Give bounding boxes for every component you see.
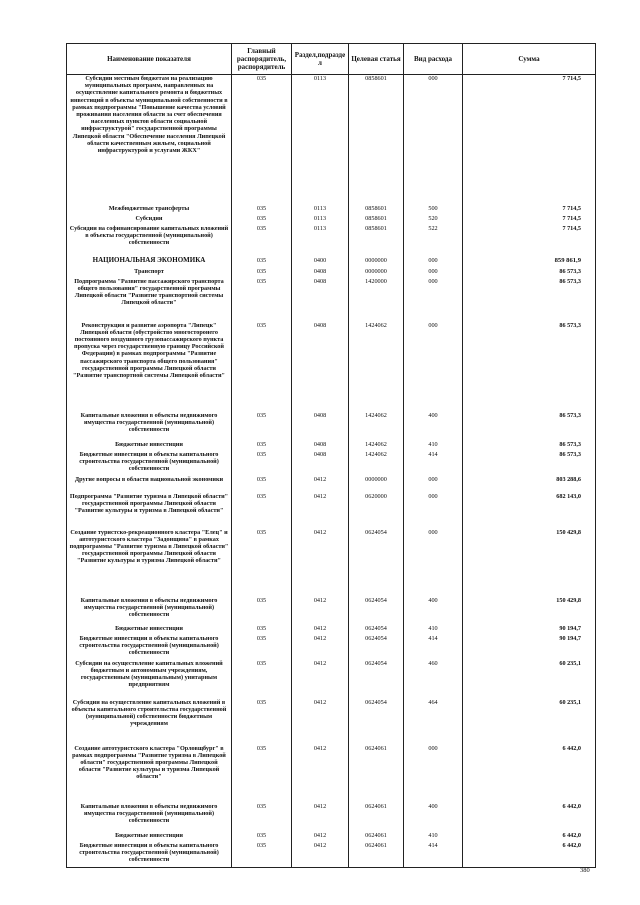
cell-expense: 520	[404, 215, 463, 225]
cell-section: 0412	[292, 529, 349, 597]
cell-section: 0412	[292, 476, 349, 493]
cell-target: 0624054	[349, 699, 404, 745]
cell-section: 0400	[292, 257, 349, 268]
cell-section: 0408	[292, 278, 349, 322]
cell-name: Бюджетные инвестиции	[67, 832, 232, 842]
table-row	[67, 660, 596, 699]
cell-sum: 7 714,5	[463, 75, 596, 205]
table-header-row	[67, 44, 596, 75]
cell-sum: 6 442,0	[463, 832, 596, 842]
cell-expense: 000	[404, 745, 463, 803]
cell-manager: 035	[232, 225, 292, 257]
cell-sum: 859 861,9	[463, 257, 596, 268]
header-sum: Сумма	[463, 44, 596, 75]
cell-section: 0408	[292, 268, 349, 278]
cell-section: 0412	[292, 635, 349, 660]
cell-sum: 7 714,5	[463, 215, 596, 225]
cell-section: 0412	[292, 699, 349, 745]
cell-sum: 803 288,6	[463, 476, 596, 493]
cell-name: Бюджетные инвестиции в объекты капитального строительства государственной (муниципальной) собственности	[67, 451, 232, 476]
cell-sum: 60 235,1	[463, 699, 596, 745]
cell-section: 0113	[292, 225, 349, 257]
cell-manager: 035	[232, 493, 292, 529]
cell-name: Субсидии на осуществление капитальных вложений в объекты капитального строительства государственной (муниципальной) собственности бюджетным учреждениям	[67, 699, 232, 745]
table-row	[67, 268, 596, 278]
cell-section: 0408	[292, 451, 349, 476]
table-row	[67, 529, 596, 597]
cell-manager: 035	[232, 451, 292, 476]
table-body	[67, 75, 596, 868]
cell-manager: 035	[232, 75, 292, 205]
cell-target: 0858601	[349, 75, 404, 205]
cell-name: Транспорт	[67, 268, 232, 278]
cell-manager: 035	[232, 529, 292, 597]
cell-sum: 150 429,8	[463, 529, 596, 597]
cell-name: Субсидии	[67, 215, 232, 225]
table-row	[67, 803, 596, 832]
page-number: 380	[580, 867, 590, 874]
table-row	[67, 75, 596, 205]
cell-sum: 86 573,3	[463, 268, 596, 278]
header-expense: Вид расхода	[404, 44, 463, 75]
cell-name: НАЦИОНАЛЬНАЯ ЭКОНОМИКА	[67, 257, 232, 268]
cell-expense: 400	[404, 412, 463, 441]
cell-expense: 410	[404, 625, 463, 635]
cell-target: 0858601	[349, 205, 404, 215]
cell-target: 0000000	[349, 476, 404, 493]
cell-section: 0412	[292, 493, 349, 529]
cell-target: 0624054	[349, 597, 404, 625]
cell-sum: 90 194,7	[463, 625, 596, 635]
cell-sum: 6 442,0	[463, 842, 596, 868]
cell-manager: 035	[232, 412, 292, 441]
cell-name: Бюджетные инвестиции	[67, 441, 232, 451]
cell-expense: 000	[404, 529, 463, 597]
cell-section: 0408	[292, 412, 349, 441]
cell-target: 0624054	[349, 625, 404, 635]
header-target: Целевая статья	[349, 44, 404, 75]
table-row	[67, 441, 596, 451]
cell-sum: 60 235,1	[463, 660, 596, 699]
table-row	[67, 625, 596, 635]
cell-section: 0412	[292, 597, 349, 625]
table-row	[67, 745, 596, 803]
cell-section: 0113	[292, 205, 349, 215]
cell-name: Субсидии на осуществление капитальных вложений бюджетным и автономным учреждениям, государственным (муниципальным) унитарным предприятиям	[67, 660, 232, 699]
cell-target: 0624061	[349, 803, 404, 832]
cell-manager: 035	[232, 205, 292, 215]
cell-manager: 035	[232, 268, 292, 278]
cell-manager: 035	[232, 832, 292, 842]
cell-sum: 150 429,8	[463, 597, 596, 625]
table-row	[67, 451, 596, 476]
cell-name: Бюджетные инвестиции	[67, 625, 232, 635]
header-section: Раздел,подраздел	[292, 44, 349, 75]
cell-expense: 000	[404, 75, 463, 205]
cell-expense: 460	[404, 660, 463, 699]
cell-manager: 035	[232, 842, 292, 868]
cell-target: 0858601	[349, 225, 404, 257]
cell-name: Капитальные вложения в объекты недвижимого имущества государственной (муниципальной) собственности	[67, 803, 232, 832]
cell-expense: 464	[404, 699, 463, 745]
table-row	[67, 278, 596, 322]
cell-expense: 410	[404, 832, 463, 842]
cell-manager: 035	[232, 441, 292, 451]
table-row	[67, 225, 596, 257]
table-row	[67, 597, 596, 625]
cell-target: 0624061	[349, 842, 404, 868]
table-row	[67, 412, 596, 441]
cell-expense: 414	[404, 842, 463, 868]
cell-section: 0412	[292, 842, 349, 868]
cell-target: 1424062	[349, 441, 404, 451]
cell-sum: 7 714,5	[463, 205, 596, 215]
table-row	[67, 842, 596, 868]
cell-sum: 7 714,5	[463, 225, 596, 257]
cell-sum: 86 573,3	[463, 322, 596, 412]
header-manager: Главный распорядитель, распорядитель	[232, 44, 292, 75]
cell-sum: 6 442,0	[463, 745, 596, 803]
cell-expense: 522	[404, 225, 463, 257]
cell-manager: 035	[232, 625, 292, 635]
cell-expense: 500	[404, 205, 463, 215]
cell-name: Создание туристско-рекреационного кластера "Елец" и автотуристского кластера "Задонщина" в рамках подпрограммы "Развитие туризма в Липецкой области" государственной программы Липецкой области "Развитие культуры и туризма Липецкой области"	[67, 529, 232, 597]
cell-sum: 90 194,7	[463, 635, 596, 660]
cell-target: 1424062	[349, 322, 404, 412]
cell-name: Подпрограмма "Развитие пассажирского транспорта общего пользования" государственной программы Липецкой области "Развитие транспортной системы Липецкой области"	[67, 278, 232, 322]
cell-manager: 035	[232, 635, 292, 660]
cell-section: 0412	[292, 660, 349, 699]
cell-manager: 035	[232, 278, 292, 322]
cell-manager: 035	[232, 699, 292, 745]
table-row	[67, 205, 596, 215]
cell-expense: 414	[404, 451, 463, 476]
cell-manager: 035	[232, 215, 292, 225]
table-row	[67, 699, 596, 745]
cell-name: Бюджетные инвестиции в объекты капитального строительства государственной (муниципальной) собственности	[67, 635, 232, 660]
cell-expense: 000	[404, 268, 463, 278]
table-row	[67, 493, 596, 529]
cell-sum: 86 573,3	[463, 412, 596, 441]
cell-target: 1424062	[349, 412, 404, 441]
cell-section: 0412	[292, 745, 349, 803]
cell-manager: 035	[232, 597, 292, 625]
cell-target: 1420000	[349, 278, 404, 322]
cell-expense: 400	[404, 597, 463, 625]
table-row	[67, 322, 596, 412]
cell-manager: 035	[232, 476, 292, 493]
cell-target: 0620000	[349, 493, 404, 529]
cell-section: 0412	[292, 803, 349, 832]
cell-name: Подпрограмма "Развитие туризма в Липецкой области" государственной программы Липецкой области "Развитие культуры и туризма в Липецкой области"	[67, 493, 232, 529]
cell-section: 0408	[292, 441, 349, 451]
cell-name: Бюджетные инвестиции в объекты капитального строительства государственной (муниципальной) собственности	[67, 842, 232, 868]
budget-table	[66, 43, 596, 868]
cell-expense: 000	[404, 476, 463, 493]
table-row	[67, 215, 596, 225]
cell-manager: 035	[232, 660, 292, 699]
cell-name: Другие вопросы в области национальной экономики	[67, 476, 232, 493]
cell-sum: 6 442,0	[463, 803, 596, 832]
cell-expense: 000	[404, 322, 463, 412]
cell-name: Субсидии местным бюджетам на реализацию муниципальных программ, направленных на осуществление капитального ремонта и бюджетных инвестиций в объекты муниципальной собственности в рамках подпрограммы "Повышение качества условий проживания населения области за счет обеспечения населенных пунктов области социальной инфраструктурой" государственной программы Липецкой области "Обеспечение населения Липецкой области качественным жильем, социальной инфраструктурой и услугами ЖКХ"	[67, 75, 232, 205]
cell-section: 0113	[292, 215, 349, 225]
header-name: Наименование показателя	[67, 44, 232, 75]
cell-name: Капитальные вложения в объекты недвижимого имущества государственной (муниципальной) собственности	[67, 412, 232, 441]
cell-name: Капитальные вложения в объекты недвижимого имущества государственной (муниципальной) собственности	[67, 597, 232, 625]
cell-sum: 682 143,0	[463, 493, 596, 529]
cell-section: 0412	[292, 625, 349, 635]
cell-name: Межбюджетные трансферты	[67, 205, 232, 215]
cell-name: Реконструкция и развитие аэропорта "Липецк" Липецкой области (обустройство многосторонего постоянного воздушного грузопассажирского пункта пропуска через государственную границу Российской Федерации) в рамках подпрограммы "Развитие пассажирского транспорта общего пользования" государственной программы Липецкой области "Развитие транспортной системы Липецкой области"	[67, 322, 232, 412]
cell-target: 1424062	[349, 451, 404, 476]
cell-expense: 000	[404, 493, 463, 529]
cell-target: 0624054	[349, 660, 404, 699]
cell-expense: 414	[404, 635, 463, 660]
table-row	[67, 257, 596, 268]
cell-target: 0000000	[349, 257, 404, 268]
cell-manager: 035	[232, 257, 292, 268]
cell-manager: 035	[232, 322, 292, 412]
cell-manager: 035	[232, 803, 292, 832]
cell-target: 0624054	[349, 529, 404, 597]
cell-name: Субсидии на софинансирование капитальных вложений в объекты государственной (муниципальной) собственности	[67, 225, 232, 257]
cell-target: 0000000	[349, 268, 404, 278]
table-row	[67, 832, 596, 842]
cell-section: 0408	[292, 322, 349, 412]
cell-target: 0624061	[349, 745, 404, 803]
cell-expense: 410	[404, 441, 463, 451]
cell-manager: 035	[232, 745, 292, 803]
cell-name: Создание автотуристского кластера "Орловщбург" в рамках подпрограммы "Развитие туризма в Липецкой области" государственной программы Липецкой области "Развитие культуры и туризма Липецкой области"	[67, 745, 232, 803]
cell-target: 0858601	[349, 215, 404, 225]
cell-sum: 86 573,3	[463, 278, 596, 322]
cell-expense: 000	[404, 257, 463, 268]
cell-section: 0113	[292, 75, 349, 205]
cell-expense: 000	[404, 278, 463, 322]
table-row	[67, 476, 596, 493]
cell-target: 0624061	[349, 832, 404, 842]
table-row	[67, 635, 596, 660]
cell-section: 0412	[292, 832, 349, 842]
cell-sum: 86 573,3	[463, 451, 596, 476]
cell-target: 0624054	[349, 635, 404, 660]
cell-sum: 86 573,3	[463, 441, 596, 451]
cell-expense: 400	[404, 803, 463, 832]
